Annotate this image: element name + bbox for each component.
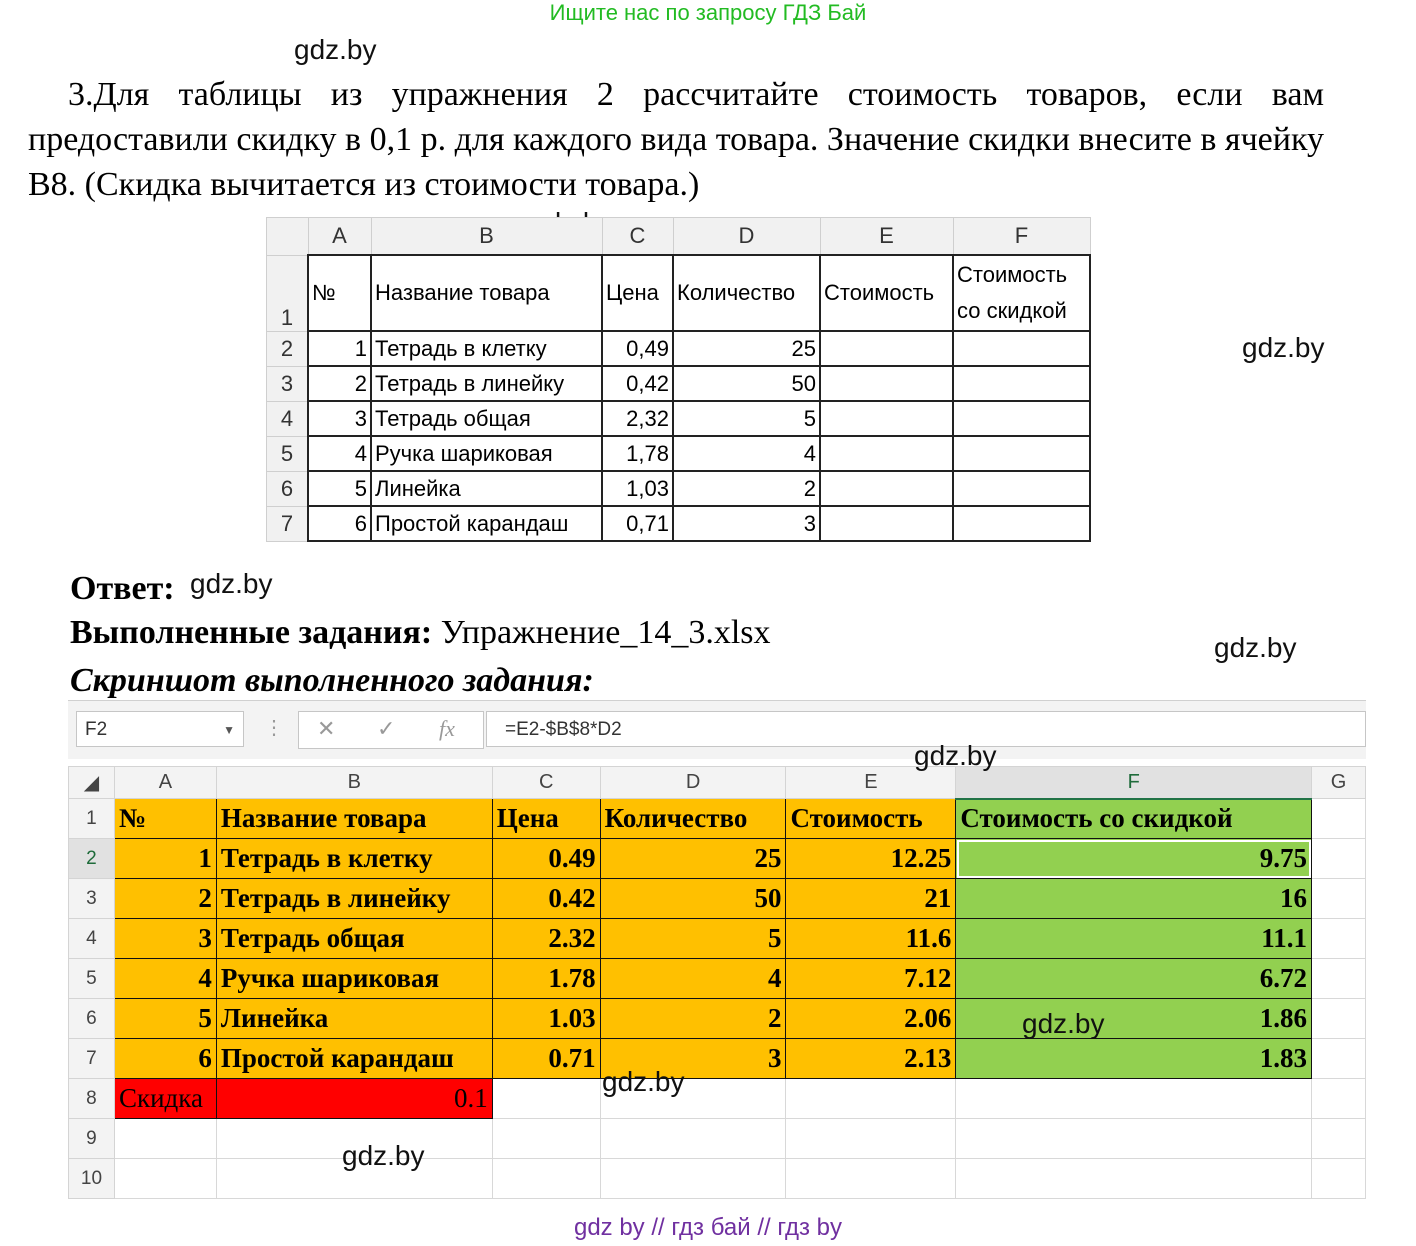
- column-header[interactable]: E: [786, 767, 956, 799]
- row-header[interactable]: 10: [69, 1159, 115, 1199]
- cell-qty: 4: [673, 436, 820, 471]
- watermark: gdz.by: [190, 568, 273, 599]
- column-letter: E: [820, 218, 953, 256]
- cell[interactable]: [786, 1159, 956, 1199]
- cell-price: 2,32: [602, 401, 673, 436]
- cell[interactable]: [956, 1119, 1312, 1159]
- cell-name: Линейка: [371, 471, 602, 506]
- cell-name: Тетрадь в линейку: [371, 366, 602, 401]
- header-cell: Количество: [673, 255, 820, 331]
- cell[interactable]: 3: [600, 1039, 786, 1079]
- cell-qty: 5: [673, 401, 820, 436]
- column-letter: F: [953, 218, 1090, 256]
- cancel-icon[interactable]: ✕: [317, 716, 336, 741]
- cell[interactable]: [1312, 1039, 1366, 1079]
- cell[interactable]: 1.78: [492, 959, 600, 999]
- select-all-corner[interactable]: ◢: [69, 767, 115, 799]
- discount-label-cell[interactable]: Скидка: [114, 1079, 216, 1119]
- cell[interactable]: [600, 1119, 786, 1159]
- cell-no: 1: [308, 331, 371, 366]
- row-number: 4: [267, 401, 309, 436]
- more-icon: ⋮: [264, 717, 284, 739]
- cell[interactable]: 6.72: [956, 959, 1312, 999]
- cell[interactable]: 25: [600, 839, 786, 879]
- table-row: [69, 959, 1366, 999]
- watermark: gdz.by: [294, 34, 377, 65]
- cell[interactable]: Стоимость со скидкой: [956, 799, 1312, 839]
- cell[interactable]: [1312, 1079, 1366, 1119]
- cell-disc: [953, 471, 1090, 506]
- cell[interactable]: 11.6: [786, 919, 956, 959]
- cell[interactable]: [956, 1159, 1312, 1199]
- cell-qty: 50: [673, 366, 820, 401]
- column-header[interactable]: D: [600, 767, 786, 799]
- row-number: 7: [267, 506, 309, 541]
- cell[interactable]: [114, 1119, 216, 1159]
- cell-cost: [820, 471, 953, 506]
- column-header[interactable]: F: [956, 767, 1312, 799]
- table-row: [69, 1039, 1366, 1079]
- header-cell: Цена: [602, 255, 673, 331]
- cell[interactable]: 1: [114, 839, 216, 879]
- cell-no: 3: [308, 401, 371, 436]
- cell[interactable]: [1312, 879, 1366, 919]
- spreadsheet-grid: [68, 766, 1366, 1199]
- watermark: gdz.by: [342, 1140, 425, 1171]
- table-row: [267, 366, 1091, 401]
- watermark: gdz.by: [1242, 332, 1325, 363]
- cell-qty: 3: [673, 506, 820, 541]
- header-line: со скидкой: [957, 298, 1067, 323]
- column-letter: D: [673, 218, 820, 256]
- footer-links[interactable]: gdz by // гдз бай // гдз by: [573, 1214, 843, 1241]
- cell-no: 5: [308, 471, 371, 506]
- done-label: Выполненные задания:: [70, 614, 433, 651]
- cell[interactable]: 2.06: [786, 999, 956, 1039]
- cell[interactable]: [1312, 919, 1366, 959]
- cell-name: Тетрадь в клетку: [371, 331, 602, 366]
- row-header[interactable]: 5: [69, 959, 115, 999]
- task-text: 3.Для таблицы из упражнения 2 рассчитайте стоимость товаров, если вам предоставили скидку в 0,1 р. для каждого вида товара. Значение скидки внесите в ячейку B8. (Скидка вычитается из стоимости товара.): [28, 76, 1324, 203]
- table-row: [69, 879, 1366, 919]
- cell[interactable]: 12.25: [786, 839, 956, 879]
- cell[interactable]: Название товара: [216, 799, 492, 839]
- corner-cell: [267, 218, 309, 256]
- row-header[interactable]: 4: [69, 919, 115, 959]
- cell[interactable]: Стоимость: [786, 799, 956, 839]
- cell[interactable]: 4: [114, 959, 216, 999]
- cell[interactable]: [786, 1119, 956, 1159]
- cell[interactable]: [600, 1159, 786, 1199]
- table-row: [69, 1119, 1366, 1159]
- cell[interactable]: [786, 1079, 956, 1119]
- answer-label: Ответ:: [70, 570, 175, 607]
- table-row: [267, 436, 1091, 471]
- column-letter: C: [602, 218, 673, 256]
- row-header[interactable]: 1: [69, 799, 115, 839]
- cell[interactable]: Тетрадь общая: [216, 919, 492, 959]
- row-header[interactable]: 2: [69, 839, 115, 879]
- row-number: 5: [267, 436, 309, 471]
- column-letter: A: [308, 218, 371, 256]
- cell-price: 0,49: [602, 331, 673, 366]
- watermark: gdz.by: [602, 1066, 685, 1097]
- chevron-down-icon[interactable]: ▼: [223, 723, 235, 737]
- cell[interactable]: 3: [114, 919, 216, 959]
- cell[interactable]: 7.12: [786, 959, 956, 999]
- enter-icon[interactable]: ✓: [377, 716, 396, 741]
- cell-cost: [820, 436, 953, 471]
- table-row: [267, 255, 1091, 331]
- cell[interactable]: [956, 1079, 1312, 1119]
- row-header[interactable]: 7: [69, 1039, 115, 1079]
- cell-name: Ручка шариковая: [371, 436, 602, 471]
- column-header[interactable]: G: [1312, 767, 1366, 799]
- cell[interactable]: 11.1: [956, 919, 1312, 959]
- row-number: 1: [267, 255, 309, 331]
- cell[interactable]: 1.03: [492, 999, 600, 1039]
- cell[interactable]: 6: [114, 1039, 216, 1079]
- task-table: [266, 217, 1091, 542]
- cell-no: 2: [308, 366, 371, 401]
- table-row: [267, 506, 1091, 541]
- cell[interactable]: [492, 1159, 600, 1199]
- cell[interactable]: 2: [114, 879, 216, 919]
- excel-screenshot: [68, 700, 1366, 1192]
- column-header[interactable]: A: [114, 767, 216, 799]
- cell-disc: [953, 436, 1090, 471]
- cell-name: Тетрадь общая: [371, 401, 602, 436]
- cell-price: 1,78: [602, 436, 673, 471]
- header-cell: №: [308, 255, 371, 331]
- cell[interactable]: 1.86: [956, 999, 1312, 1039]
- cell[interactable]: [1312, 1119, 1366, 1159]
- cell[interactable]: 16: [956, 879, 1312, 919]
- cell[interactable]: 0.49: [492, 839, 600, 879]
- header-cell: [953, 255, 1090, 331]
- cell[interactable]: 50: [600, 879, 786, 919]
- watermark: gdz.by: [1022, 1008, 1105, 1039]
- cell-price: 1,03: [602, 471, 673, 506]
- cell[interactable]: №: [114, 799, 216, 839]
- cell[interactable]: 4: [600, 959, 786, 999]
- cell[interactable]: [1312, 999, 1366, 1039]
- cell[interactable]: Простой карандаш: [216, 1039, 492, 1079]
- cell[interactable]: Тетрадь в клетку: [216, 839, 492, 879]
- table-row: [69, 839, 1366, 879]
- cell[interactable]: 2: [600, 999, 786, 1039]
- cell-name: Простой карандаш: [371, 506, 602, 541]
- row-header[interactable]: 9: [69, 1119, 115, 1159]
- cell[interactable]: 5: [114, 999, 216, 1039]
- cell-qty: 2: [673, 471, 820, 506]
- cell-disc: [953, 331, 1090, 366]
- header-cell: Стоимость: [820, 255, 953, 331]
- row-header[interactable]: 6: [69, 999, 115, 1039]
- row-number: 6: [267, 471, 309, 506]
- cell-price: 0,42: [602, 366, 673, 401]
- cell[interactable]: 21: [786, 879, 956, 919]
- cell[interactable]: Количество: [600, 799, 786, 839]
- formula-buttons: [298, 711, 484, 749]
- table-row: [267, 331, 1091, 366]
- table-row: [69, 999, 1366, 1039]
- table-row: [69, 1159, 1366, 1199]
- cell-cost: [820, 401, 953, 436]
- top-banner[interactable]: Ищите нас по запросу ГДЗ Бай: [549, 0, 867, 25]
- done-file: Упражнение_14_3.xlsx: [440, 614, 771, 651]
- cell[interactable]: [492, 1119, 600, 1159]
- cell-disc: [953, 401, 1090, 436]
- screenshot-label: Скриншот выполненного задания:: [70, 662, 594, 699]
- cell[interactable]: 2.13: [786, 1039, 956, 1079]
- cell-disc: [953, 506, 1090, 541]
- cell-no: 6: [308, 506, 371, 541]
- header-line: Стоимость: [957, 262, 1068, 287]
- name-box[interactable]: [76, 711, 244, 747]
- table-row: [69, 1079, 1366, 1119]
- cell-cost: [820, 331, 953, 366]
- cell[interactable]: [1312, 839, 1366, 879]
- cell[interactable]: [1312, 799, 1366, 839]
- fx-icon[interactable]: fx: [439, 716, 455, 741]
- column-header-row: [267, 218, 1091, 256]
- cell[interactable]: 1.83: [956, 1039, 1312, 1079]
- cell-qty: 25: [673, 331, 820, 366]
- column-header-row: [69, 767, 1366, 799]
- cell-disc: [953, 366, 1090, 401]
- watermark: gdz.by: [1214, 632, 1297, 663]
- active-cell[interactable]: 9.75: [956, 839, 1312, 879]
- row-header[interactable]: 8: [69, 1079, 115, 1119]
- row-header[interactable]: 3: [69, 879, 115, 919]
- table-row: [267, 471, 1091, 506]
- cell[interactable]: Ручка шариковая: [216, 959, 492, 999]
- watermark: gdz.by: [914, 740, 997, 771]
- formula-bar: [68, 700, 1366, 759]
- cell[interactable]: [114, 1159, 216, 1199]
- cell[interactable]: Цена: [492, 799, 600, 839]
- formula-input[interactable]: =E2-$B$8*D2: [486, 711, 1366, 747]
- discount-value-cell[interactable]: 0.1: [216, 1079, 492, 1119]
- cell[interactable]: 0.42: [492, 879, 600, 919]
- cell[interactable]: Линейка: [216, 999, 492, 1039]
- table-row: [69, 799, 1366, 839]
- cell-cost: [820, 506, 953, 541]
- done-line: [70, 614, 771, 652]
- table-row: [267, 401, 1091, 436]
- cell[interactable]: [492, 1079, 600, 1119]
- table-row: [69, 919, 1366, 959]
- cell[interactable]: 2.32: [492, 919, 600, 959]
- row-number: 3: [267, 366, 309, 401]
- column-letter: B: [371, 218, 602, 256]
- column-header[interactable]: C: [492, 767, 600, 799]
- column-header[interactable]: B: [216, 767, 492, 799]
- cell[interactable]: 5: [600, 919, 786, 959]
- name-box-value: F2: [85, 719, 108, 740]
- cell[interactable]: Тетрадь в линейку: [216, 879, 492, 919]
- row-number: 2: [267, 331, 309, 366]
- header-cell: Название товара: [371, 255, 602, 331]
- cell-no: 4: [308, 436, 371, 471]
- cell[interactable]: 0.71: [492, 1039, 600, 1079]
- cell[interactable]: [1312, 959, 1366, 999]
- cell-cost: [820, 366, 953, 401]
- cell-price: 0,71: [602, 506, 673, 541]
- cell[interactable]: [1312, 1159, 1366, 1199]
